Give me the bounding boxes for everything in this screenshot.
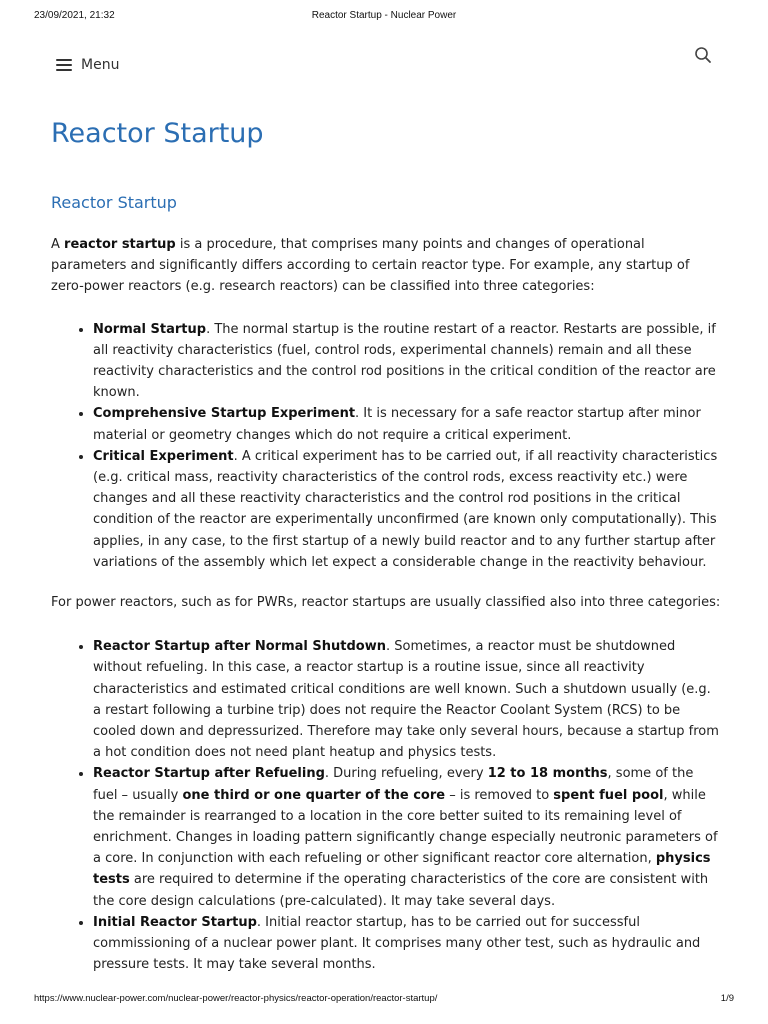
power-reactors-paragraph: For power reactors, such as for PWRs, reactor startups are usually classified also into three categories: [51,595,721,611]
list-item-term: Initial Reactor Startup [93,914,257,930]
list-item-term: Normal Startup [93,321,207,337]
print-footer [0,993,768,1009]
power-reactor-startup-list [51,636,721,975]
bold-phrase: one third or one quarter of the core [182,787,446,803]
print-url: https://www.nuclear-power.com/nuclear-power/reactor-physics/reactor-operation/reactor-startup/ [34,993,438,1004]
print-page-title: Reactor Startup - Nuclear Power [311,10,457,21]
print-header [0,10,768,26]
search-icon [694,46,712,64]
research-reactor-startup-list [51,319,721,573]
list-item-text: , some of the fuel – usually [93,766,694,803]
list-item-text: . The normal startup is the routine restart of a reactor. Restarts are possible, if all reactivity characteristics (fuel, control rods, experimental channels) remain and all these reactivity characteristics and the control rod positions in the critical condition of the reactor are known. [93,321,716,401]
list-item-text: – is removed to [445,787,554,803]
top-navbar [0,44,768,84]
intro-text-end: is a procedure, that comprises many points and changes of operational parameters and significantly differs according to certain reactor type. For example, any startup of zero-power reactors (e.g. research reactors) can be classified into three categories: [51,237,690,295]
bold-phrase: spent fuel pool [553,787,664,803]
print-page-number: 1/9 [720,993,734,1004]
list-item-text: . During refueling, every [324,766,488,782]
list-item [93,912,721,976]
list-item-text: are required to determine if the operating characteristics of the core are consistent with the core design calculations (pre-calculated). It may take several days. [93,872,709,909]
list-item-term: Reactor Startup after Normal Shutdown [93,639,386,655]
bold-phrase: physics tests [93,851,711,888]
search-button[interactable] [694,46,714,66]
page-title: Reactor Startup [51,118,264,149]
print-datetime: 23/09/2021, 21:32 [34,10,115,21]
article-body [51,234,721,976]
list-item [93,446,721,573]
hamburger-icon [56,59,72,71]
list-item [93,636,721,763]
menu-label: Menu [81,57,120,73]
list-item-text: . Initial reactor startup, has to be carried out for successful commissioning of a nuclear power plant. It comprises many other test, such as hydraulic and pressure tests. It may take several months. [93,914,701,973]
list-item-term: Reactor Startup after Refueling [93,766,325,782]
list-item-text: . It is necessary for a safe reactor startup after minor material or geometry changes which do not require a critical experiment. [93,406,701,443]
intro-text-start: A [51,237,65,252]
list-item-term: Critical Experiment [93,448,234,464]
intro-paragraph [51,234,721,298]
list-item [93,319,721,404]
list-item-text: , while the remainder is rearranged to a location in the core better suited to its remaining level of enrichment. Changes in loading pattern significantly change especially neutronic parameters of a core. In conjunction with each refueling or other significant reactor core alternation, [93,787,718,867]
intro-bold-term: reactor startup [64,237,176,252]
bold-phrase: 12 to 18 months [487,766,608,782]
list-item-term: Comprehensive Startup Experiment [93,406,356,422]
section-heading: Reactor Startup [51,193,177,212]
list-item [93,763,721,911]
list-item [93,403,721,445]
list-item-text: . A critical experiment has to be carried out, if all reactivity characteristics (e.g. critical mass, reactivity characteristics of the control rods, excess reactivity etc.) were changes and all these reactivity characteristics and the control rod positions in the critical condition of the reactor are experimentally unconfirmed (are known only computationally). This applies, in any case, to the first startup of a newly build reactor and to any further startup after variations of the assembly which let expect a considerable change in the reactivity behaviour. [93,448,718,570]
menu-button[interactable] [56,57,119,73]
list-item-text: . Sometimes, a reactor must be shutdowned without refueling. In this case, a reactor startup is a routine issue, since all reactivity characteristics and estimated critical conditions are well known. Such a shutdown usually (e.g. a restart following a turbine trip) does not require the Reactor Coolant System (RCS) to be cooled down and depressurized. Therefore may take only several hours, because a startup from a hot condition does not need plant heatup and physics tests. [93,639,719,761]
